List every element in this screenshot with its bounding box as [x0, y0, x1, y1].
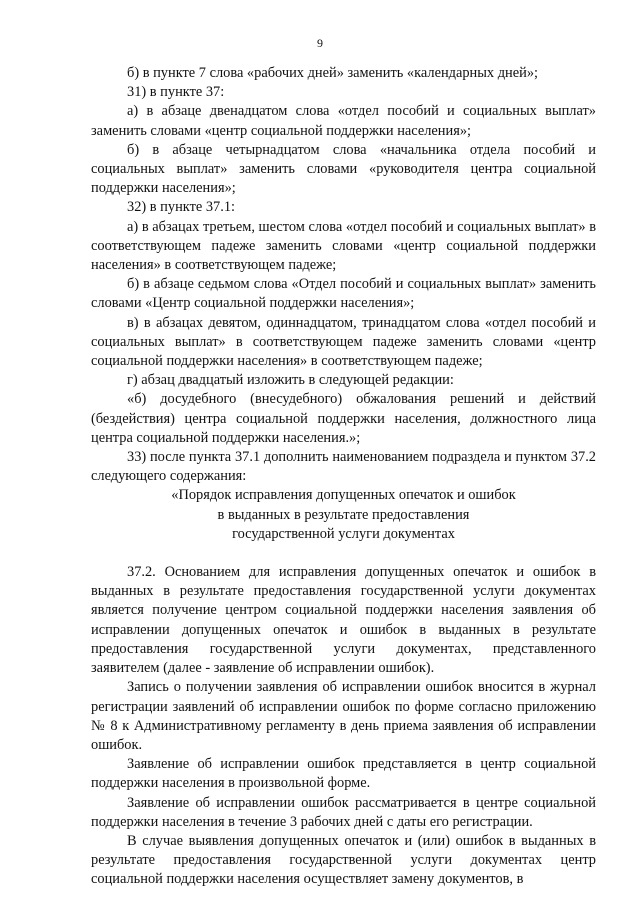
subsection-heading-line: государственной услуги документах	[232, 525, 455, 542]
paragraph: 37.2. Основанием для исправления допущенных опечаток и ошибок в выданных в результате предоставления государственной услуги документах является получение центром социальной поддержки населения заявления об исправлении допущенных опечаток и ошибок в выданных в результате предоставления государственной услуги документах, представленного заявителем (далее - заявление об исправлении ошибок).	[91, 564, 596, 677]
paragraph: «б) досудебного (внесудебного) обжалования решений и действий (бездействия) центра социальной поддержки населения, должностного лица центра социальной поддержки населения.»;	[91, 391, 596, 446]
paragraph: б) в абзаце седьмом слова «Отдел пособий и социальных выплат» заменить словами «Центр социальной поддержки населения»;	[91, 276, 596, 312]
paragraph: 33) после пункта 37.1 дополнить наименованием подраздела и пунктом 37.2 следующего содержания:	[91, 449, 596, 485]
paragraph: в) в абзацах девятом, одиннадцатом, тринадцатом слова «отдел пособий и социальных выплат» в соответствующем падеже заменить словами «центр социальной поддержки населения» в соответствующем падеже;	[91, 314, 596, 370]
paragraph: Заявление об исправлении ошибок представляется в центр социальной поддержки населения в произвольной форме.	[91, 756, 596, 792]
paragraph: В случае выявления допущенных опечаток и (или) ошибок в выданных в результате предоставления государственной услуги документах центр социальной поддержки населения осуществляет замену документов, в	[91, 832, 596, 888]
paragraph: б) в пункте 7 слова «рабочих дней» заменить «календарных дней»;	[127, 65, 539, 81]
paragraph: Запись о получении заявления об исправлении ошибок вносится в журнал регистрации заявлений об исправлении ошибок по форме согласно приложению № 8 к Административному регламенту в день приема заявления об исправлении ошибок.	[91, 679, 596, 753]
document-body	[91, 64, 596, 890]
paragraph: а) в абзаце двенадцатом слова «отдел пособий и социальных выплат» заменить словами «центр социальной поддержки населения»;	[91, 103, 596, 139]
paragraph: 32) в пункте 37.1:	[127, 199, 236, 216]
paragraph: Заявление об исправлении ошибок рассматривается в центре социальной поддержки населения в течение 3 рабочих дней с даты его регистрации.	[91, 794, 596, 830]
paragraph: а) в абзацах третьем, шестом слова «отдел пособий и социальных выплат» в соответствующем падеже заменить словами «центр социальной поддержки населения» в соответствующем падеже;	[91, 218, 596, 274]
page-number: 9	[317, 36, 323, 50]
subsection-heading-line: в выданных в результате предоставления	[217, 506, 470, 523]
subsection-heading-line: «Порядок исправления допущенных опечаток и ошибок	[171, 487, 516, 504]
paragraph: г) абзац двадцатый изложить в следующей редакции:	[127, 372, 454, 389]
paragraph: 31) в пункте 37:	[127, 84, 225, 101]
paragraph: б) в абзаце четырнадцатом слова «начальника отдела пособий и социальных выплат» заменить словами «руководителя центра социальной поддержки населения»;	[91, 141, 596, 197]
spacer	[91, 544, 596, 563]
